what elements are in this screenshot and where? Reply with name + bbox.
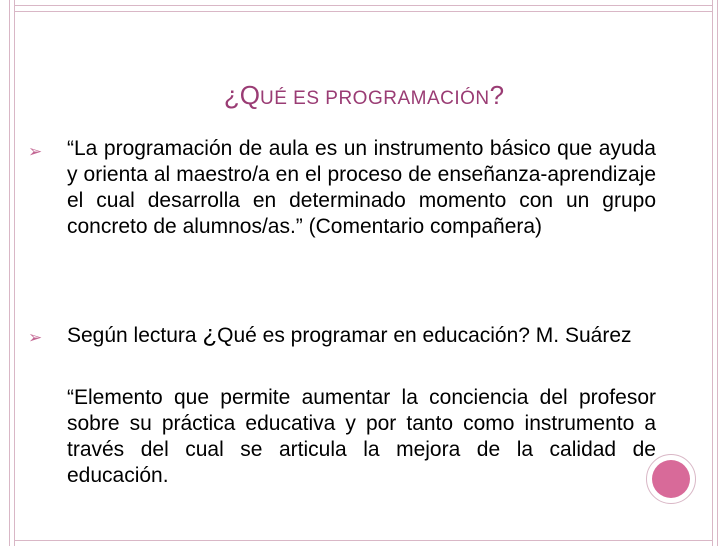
bullet-text-after: Qué es programar en educación? M. Suárez xyxy=(217,324,632,347)
bullet-text xyxy=(67,322,656,349)
slide-title xyxy=(0,79,728,115)
title-suffix: ? xyxy=(489,80,505,110)
bullet-arrow-icon: ➢ xyxy=(28,142,43,161)
title-rest: UÉ ES PROGRAMACIÓN xyxy=(259,88,490,109)
bullet-item xyxy=(28,136,656,240)
bullet-text-before: Según lectura xyxy=(67,324,203,347)
decorative-circle xyxy=(652,460,690,498)
bullet-text-question-mark: ¿ xyxy=(202,321,218,348)
bullet-item xyxy=(28,322,656,349)
frame-line-top-outer xyxy=(14,5,713,6)
title-prefix: ¿Q xyxy=(223,80,260,110)
bullet-arrow-icon: ➢ xyxy=(28,328,43,347)
bullet-text: “La programación de aula es un instrumento básico que ayuda y orienta al maestro/a en el proceso de enseñanza-aprendizaje el cual desarrolla en determinado momento con un grupo concreto de alumnos/as.” (Comentario compañera) xyxy=(67,137,656,238)
frame-line-top-inner xyxy=(14,11,713,12)
quote-paragraph: “Elemento que permite aumentar la conciencia del profesor sobre su práctica educativa y por tanto como instrumento a través del cual se articula la mejora de la calidad de educación. xyxy=(67,386,656,487)
frame-line-bottom xyxy=(14,540,713,541)
